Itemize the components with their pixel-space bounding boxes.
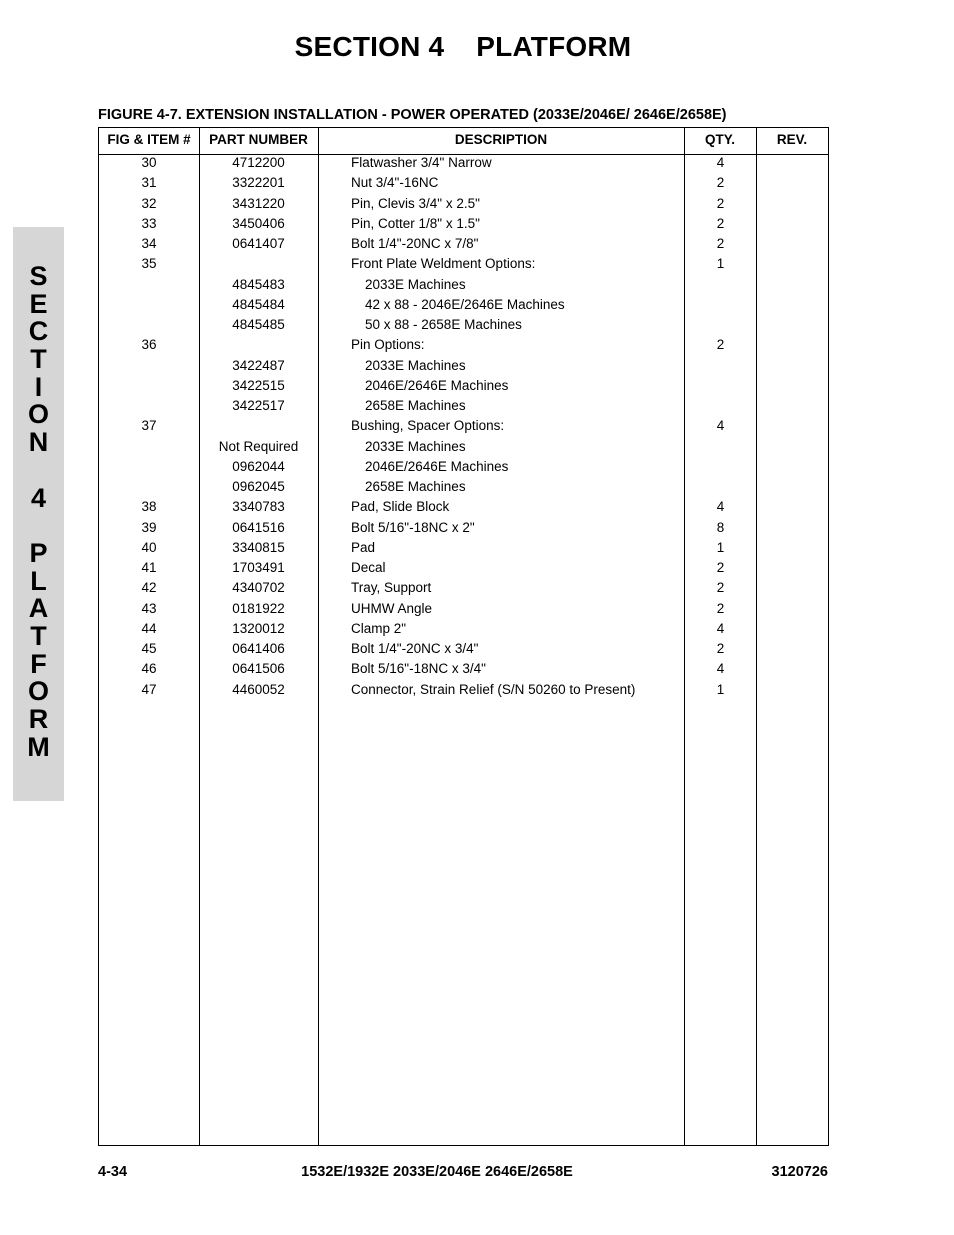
item-cell: 36 — [141, 337, 157, 353]
description-cell: Tray, Support — [351, 580, 432, 596]
table-row — [99, 540, 828, 560]
table-row — [99, 277, 828, 297]
document-number: 3120726 — [771, 1164, 828, 1180]
description-cell: Connector, Strain Relief (S/N 50260 to Present) — [351, 681, 636, 697]
qty-cell: 2 — [716, 337, 725, 353]
description-cell: Bolt 5/16"-18NC x 2" — [351, 519, 475, 535]
side-tab-letter: F — [30, 648, 47, 679]
column-header-part-number: PART NUMBER — [209, 132, 308, 147]
qty-cell: 2 — [716, 641, 725, 656]
item-cell: 30 — [141, 155, 157, 170]
item-cell: 45 — [141, 641, 157, 656]
part-number-cell: 4712200 — [232, 155, 285, 170]
qty-cell: 1 — [716, 539, 725, 555]
part-number-cell: 3340783 — [232, 499, 285, 515]
part-number-cell: 0641406 — [232, 641, 285, 656]
table-row — [99, 236, 828, 256]
table-row — [99, 418, 828, 438]
item-cell: 34 — [141, 236, 157, 251]
table-row — [99, 499, 828, 519]
part-number-cell: 0641407 — [232, 236, 285, 251]
description-cell: Pin Options: — [351, 337, 425, 353]
description-cell: 2033E Machines — [365, 276, 466, 292]
table-row — [99, 520, 828, 540]
table-row — [99, 297, 828, 317]
table-row — [99, 459, 828, 479]
item-cell: 46 — [141, 661, 157, 677]
description-cell: Pin, Clevis 3/4" x 2.5" — [351, 195, 480, 211]
table-row — [99, 682, 828, 702]
item-cell: 38 — [141, 499, 157, 515]
item-cell: 47 — [141, 681, 157, 697]
part-number-cell: Not Required — [218, 438, 299, 454]
section-name: PLATFORM — [476, 31, 632, 62]
item-cell: 33 — [141, 215, 157, 231]
qty-cell: 1 — [716, 681, 725, 697]
qty-cell: 2 — [716, 195, 725, 211]
item-cell: 40 — [141, 539, 157, 555]
part-number-cell: 3422515 — [232, 377, 285, 393]
side-tab-letter: N — [28, 427, 49, 458]
side-tab-letter: E — [29, 288, 48, 319]
part-number-cell: 4460052 — [232, 681, 285, 697]
qty-cell: 2 — [716, 600, 725, 616]
side-tab-letter: A — [28, 593, 49, 624]
side-tab-letter: T — [30, 344, 47, 375]
description-cell: 2046E/2646E Machines — [365, 458, 509, 474]
item-cell: 44 — [141, 620, 157, 636]
table-row — [99, 661, 828, 681]
parts-table — [98, 127, 829, 1146]
side-tab-letter: I — [34, 371, 43, 402]
side-tab-letter: S — [29, 261, 48, 291]
section-side-tab — [13, 227, 64, 801]
section-title — [0, 31, 926, 63]
description-cell: 42 x 88 - 2046E/2646E Machines — [365, 296, 565, 312]
description-cell: UHMW Angle — [351, 600, 433, 616]
table-row — [99, 398, 828, 418]
item-cell: 41 — [141, 560, 157, 575]
description-cell: 2658E Machines — [365, 398, 466, 413]
side-tab-letter: C — [28, 316, 49, 347]
table-row — [99, 358, 828, 378]
column-header-rev: REV. — [776, 132, 808, 147]
description-cell: Bushing, Spacer Options: — [351, 418, 505, 434]
column-header-qty: QTY. — [704, 132, 735, 147]
qty-cell: 4 — [716, 155, 725, 170]
part-number-cell: 0641506 — [232, 661, 285, 677]
item-cell: 39 — [141, 519, 157, 535]
part-number-cell: 0962044 — [232, 458, 285, 474]
description-cell: Bolt 5/16"-18NC x 3/4" — [351, 661, 486, 677]
part-number-cell: 3422487 — [232, 357, 285, 373]
table-row — [99, 155, 828, 175]
model-list: 1532E/1932E 2033E/2046E 2646E/2658E — [301, 1164, 573, 1180]
table-row — [99, 621, 828, 641]
item-cell: 32 — [141, 195, 157, 211]
page-number: 4-34 — [98, 1164, 128, 1180]
description-cell: Pin, Cotter 1/8" x 1.5" — [351, 215, 480, 231]
description-cell: 2658E Machines — [365, 479, 466, 494]
qty-cell: 2 — [716, 580, 725, 596]
part-number-cell: 3450406 — [232, 215, 285, 231]
table-row — [99, 216, 828, 236]
description-cell: 2046E/2646E Machines — [365, 377, 509, 393]
part-number-cell: 3431220 — [232, 195, 285, 211]
description-cell: Front Plate Weldment Options: — [351, 256, 536, 272]
part-number-cell: 3322201 — [232, 175, 285, 191]
description-cell: 50 x 88 - 2658E Machines — [365, 317, 522, 332]
side-tab-letter: O — [27, 399, 49, 430]
table-row — [99, 560, 828, 580]
table-row — [99, 256, 828, 276]
side-tab-letter: P — [29, 537, 48, 568]
qty-cell: 2 — [716, 560, 725, 575]
side-tab-letter: 4 — [30, 482, 47, 513]
part-number-cell: 4340702 — [232, 580, 285, 596]
qty-cell: 2 — [716, 175, 725, 191]
description-cell: Nut 3/4"-16NC — [351, 175, 439, 191]
section-label: SECTION 4 — [294, 31, 445, 62]
table-row — [99, 580, 828, 600]
side-tab-letter: L — [30, 565, 47, 596]
description-cell: Clamp 2" — [351, 620, 407, 636]
column-header-item: FIG & ITEM # — [107, 132, 191, 147]
description-cell: 2033E Machines — [365, 438, 466, 454]
part-number-cell: 0181922 — [232, 600, 285, 616]
qty-cell: 4 — [716, 418, 725, 434]
part-number-cell: 3340815 — [232, 539, 285, 555]
item-cell: 35 — [141, 256, 157, 272]
description-cell: Decal — [351, 560, 386, 575]
description-cell: Bolt 1/4"-20NC x 7/8" — [351, 236, 479, 251]
description-cell: Flatwasher 3/4" Narrow — [351, 155, 492, 170]
table-row — [99, 378, 828, 398]
qty-cell: 8 — [716, 519, 725, 535]
side-tab-letter: R — [28, 704, 49, 734]
part-number-cell: 1320012 — [232, 620, 285, 636]
column-header-description: DESCRIPTION — [454, 132, 548, 147]
qty-cell: 4 — [716, 620, 725, 636]
table-row — [99, 601, 828, 621]
table-row — [99, 337, 828, 357]
part-number-cell: 4845484 — [232, 296, 285, 312]
part-number-cell: 1703491 — [232, 560, 285, 575]
part-number-cell: 0962045 — [232, 479, 285, 494]
qty-cell: 1 — [716, 256, 725, 272]
table-row — [99, 641, 828, 661]
table-row — [99, 439, 828, 459]
table-row — [99, 317, 828, 337]
table-row — [99, 196, 828, 216]
side-tab-letter: T — [30, 620, 47, 651]
side-tab-letter: O — [27, 676, 49, 707]
side-tab-letter: M — [27, 731, 50, 762]
qty-cell: 2 — [716, 236, 725, 251]
part-number-cell: 4845483 — [232, 276, 285, 292]
qty-cell: 4 — [716, 661, 725, 677]
table-row — [99, 175, 828, 195]
part-number-cell: 3422517 — [232, 398, 285, 413]
side-tab-letters — [13, 263, 64, 761]
description-cell: Bolt 1/4"-20NC x 3/4" — [351, 641, 479, 656]
item-cell: 37 — [141, 418, 157, 434]
item-cell: 43 — [141, 600, 157, 616]
description-cell: Pad, Slide Block — [351, 499, 450, 515]
qty-cell: 4 — [716, 499, 725, 515]
item-cell: 42 — [141, 580, 157, 596]
description-cell: Pad — [351, 539, 376, 555]
qty-cell: 2 — [716, 215, 725, 231]
part-number-cell: 0641516 — [232, 519, 285, 535]
description-cell: 2033E Machines — [365, 357, 466, 373]
figure-title: FIGURE 4-7. EXTENSION INSTALLATION - POWER OPERATED (2033E/2046E/ 2646E/2658E) — [98, 107, 727, 123]
part-number-cell: 4845485 — [232, 317, 285, 332]
table-row — [99, 479, 828, 499]
item-cell: 31 — [141, 175, 157, 191]
